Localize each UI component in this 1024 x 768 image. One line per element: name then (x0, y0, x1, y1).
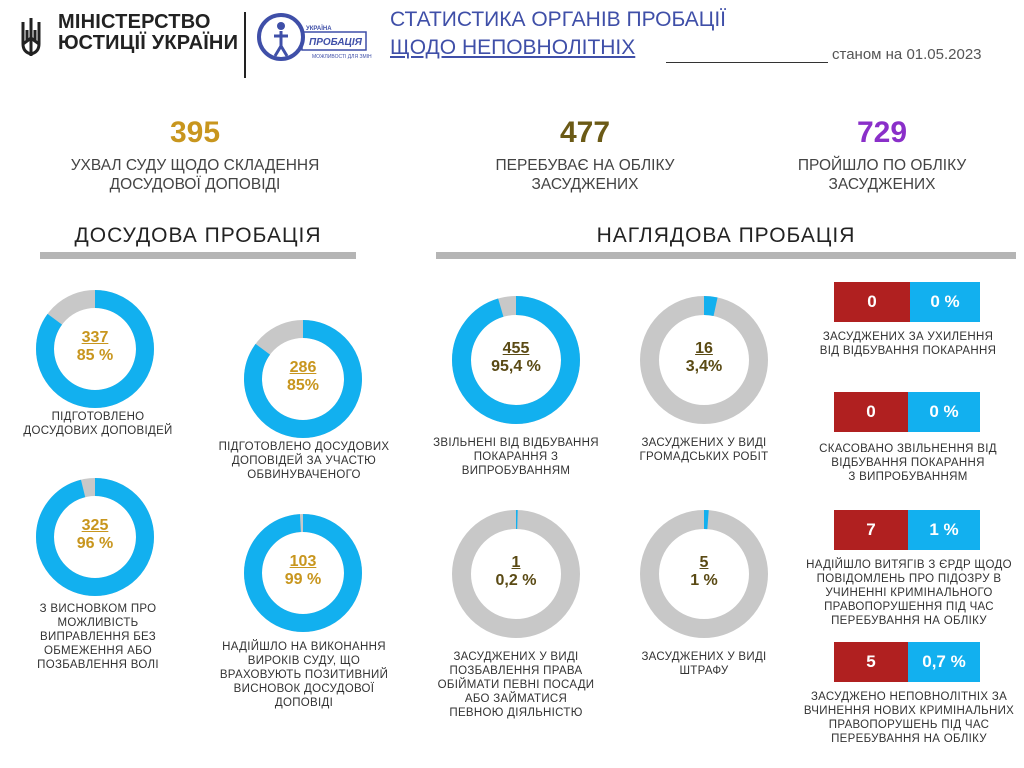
caption-line: ВІДБУВАННЯ ПОКАРАННЯ (831, 457, 985, 469)
donut-label (452, 340, 580, 376)
donut-percent: 3,4% (685, 358, 723, 375)
stat-caption-line: УХВАЛ СУДУ ЩОДО СКЛАДЕННЯ (70, 157, 320, 174)
donut-label (36, 329, 154, 365)
stat-value: 729 (856, 116, 908, 149)
donut-reports-with-accused (244, 320, 362, 438)
section-supervisory-bar (436, 252, 1016, 259)
caption-line: ПОКАРАННЯ З (473, 451, 559, 463)
caption-line: ВЧИНЕННЯ НОВИХ КРИМІНАЛЬНИХ (803, 705, 1015, 717)
donut-label (640, 340, 768, 376)
donut-label (452, 554, 580, 590)
donut-community-work (640, 296, 768, 424)
donut-count: 325 (81, 517, 109, 534)
caption-line: МОЖЛИВІСТЬ (57, 617, 139, 629)
caption-line: ДОСУДОВИХ ДОПОВІДЕЙ (23, 425, 173, 437)
block-caption (806, 442, 1010, 484)
caption-line: ЗАСУДЖЕНИХ У ВИДІ (641, 437, 767, 449)
donut-caption (620, 650, 788, 678)
logo-text-mid: ПРОБАЦІЯ (309, 37, 362, 48)
caption-line: ПОЗБАВЛЕННЯ ПРАВА (449, 665, 583, 677)
block-count: 0 (834, 392, 908, 432)
caption-line: ПРАВОПОРУШЕННЯ ПІД ЧАС (824, 601, 994, 613)
donut-sentences-received (244, 514, 362, 632)
block-caption (800, 558, 1018, 628)
donut-count: 1 (511, 554, 521, 571)
stat-caption-line: ЗАСУДЖЕНИХ (828, 176, 936, 193)
donut-caption (430, 436, 602, 478)
stat-caption-line: ПРОЙШЛО ПО ОБЛІКУ (797, 157, 967, 174)
section-supervisory: НАГЛЯДОВА ПРОБАЦІЯ (596, 224, 856, 247)
caption-line: ПІДГОТОВЛЕНО (51, 411, 145, 423)
donut-count: 286 (289, 359, 317, 376)
stat-caption (40, 156, 350, 194)
donut-caption (620, 436, 788, 464)
donut-released-probation (452, 296, 580, 424)
caption-line: ПОЗБАВЛЕННЯ ВОЛІ (37, 659, 159, 671)
title-line1: СТАТИСТИКА ОРГАНІВ ПРОБАЦІЇ (390, 8, 727, 31)
caption-line: ДОПОВІДЕЙ ЗА УЧАСТЮ (231, 455, 377, 467)
block-caption (800, 690, 1018, 746)
ministry-line1: МІНІСТЕРСТВО (58, 11, 211, 33)
stat-caption-line: ПЕРЕБУВАЄ НА ОБЛІКУ (495, 157, 675, 174)
ministry-name (58, 12, 238, 54)
block-caption (806, 330, 1010, 358)
caption-line: ЗАСУДЖЕНИХ У ВИДІ (641, 651, 767, 663)
caption-line: СКАСОВАНО ЗВІЛЬНЕННЯ ВІД (819, 443, 997, 455)
donut-count: 103 (289, 553, 317, 570)
stat-caption (440, 156, 730, 194)
donut-fine (640, 510, 768, 638)
caption-line: ПОВІДОМЛЕНЬ ПРО ПІДОЗРУ В (816, 573, 1002, 585)
donut-count: 455 (502, 340, 530, 357)
donut-percent: 96 % (76, 535, 114, 552)
caption-line: УЧИНЕННІ КРИМІНАЛЬНОГО (825, 587, 993, 599)
caption-line: ЗАСУДЖЕНИХ ЗА УХИЛЕННЯ (822, 331, 994, 343)
caption-line: НАДІЙШЛО НА ВИКОНАННЯ (222, 641, 386, 653)
caption-line: ВРАХОВУЮТЬ ПОЗИТИВНИЙ (219, 669, 389, 681)
caption-line: АБО ЗАЙМАТИСЯ (464, 693, 568, 705)
donut-percent: 0,2 % (495, 572, 537, 589)
caption-line: ПРАВОПОРУШЕНЬ ПІД ЧАС (828, 719, 990, 731)
donut-deprivation-right (452, 510, 580, 638)
block-percent: 0 % (908, 392, 980, 432)
caption-line: ШТРАФУ (679, 665, 729, 677)
donut-caption (206, 640, 402, 710)
donut-count: 16 (695, 340, 713, 357)
caption-line: З ВИПРОБУВАННЯМ (848, 471, 968, 483)
caption-line: ВИПРОБУВАННЯМ (461, 465, 571, 477)
caption-line: ВИРОКІВ СУДУ, ЩО (247, 655, 361, 667)
donut-percent: 95,4 % (491, 358, 541, 375)
caption-line: ПЕРЕБУВАННЯ НА ОБЛІКУ (831, 615, 987, 627)
caption-line: ОБВИНУВАЧЕНОГО (247, 469, 361, 481)
donut-label (244, 359, 362, 395)
caption-line: ВИПРАВЛЕННЯ БЕЗ (39, 631, 157, 643)
donut-count: 5 (699, 554, 709, 571)
caption-line: ПЕВНОЮ ДІЯЛЬНІСТЮ (449, 707, 583, 719)
stat-value: 395 (169, 116, 221, 149)
ministry-line2: ЮСТИЦІЇ УКРАЇНИ (58, 32, 239, 54)
donut-label (640, 554, 768, 590)
donut-percent: 99 % (284, 571, 322, 588)
donut-label (244, 553, 362, 589)
donut-conclusion-correction (36, 478, 154, 596)
caption-line: ВІД ВІДБУВАННЯ ПОКАРАННЯ (819, 345, 997, 357)
stat-caption (740, 156, 1024, 194)
title-line2: ЩОДО НЕПОВНОЛІТНІХ (390, 36, 636, 59)
logo-text-bottom: МОЖЛИВОСТІ ДЛЯ ЗМІН (312, 54, 372, 60)
caption-line: ЗАСУДЖЕНО НЕПОВНОЛІТНІХ ЗА (810, 691, 1008, 703)
logo-text-top: УКРАЇНА (306, 26, 332, 32)
block-percent: 1 % (908, 510, 980, 550)
caption-line: ЗАСУДЖЕНИХ У ВИДІ (453, 651, 579, 663)
donut-percent: 1 % (690, 572, 718, 589)
title-underline (666, 62, 828, 63)
section-pretrial: ДОСУДОВА ПРОБАЦІЯ (74, 224, 322, 247)
caption-line: ДОПОВІДІ (274, 697, 334, 709)
block-count: 5 (834, 642, 908, 682)
donut-percent: 85% (286, 377, 320, 394)
caption-line: З ВИСНОВКОМ ПРО (39, 603, 157, 615)
caption-line: ОБІЙМАТИ ПЕВНІ ПОСАДИ (437, 679, 595, 691)
caption-line: ВИСНОВОК ДОСУДОВОЇ (233, 683, 375, 695)
caption-line: ОБМЕЖЕННЯ АБО (43, 645, 153, 657)
probation-logo-icon (254, 10, 374, 64)
stat-caption-line: ЗАСУДЖЕНИХ (531, 176, 639, 193)
donut-prepared-reports (36, 290, 154, 408)
trident-icon (18, 16, 44, 60)
as-of-date: станом на 01.05.2023 (832, 46, 982, 63)
donut-caption (8, 410, 188, 438)
caption-line: ЗВІЛЬНЕНІ ВІД ВІДБУВАННЯ (433, 437, 599, 449)
block-percent: 0,7 % (908, 642, 980, 682)
donut-count: 337 (81, 329, 109, 346)
block-count: 0 (834, 282, 910, 322)
header-divider (244, 12, 246, 78)
stat-rulings (40, 116, 350, 194)
donut-label (36, 517, 154, 553)
stat-registered (440, 116, 730, 194)
donut-caption (206, 440, 402, 482)
block-percent: 0 % (910, 282, 980, 322)
donut-percent: 85 % (76, 347, 114, 364)
stat-caption-line: ДОСУДОВОЇ ДОПОВІДІ (109, 176, 281, 193)
donut-caption (430, 650, 602, 720)
section-pretrial-bar (40, 252, 356, 259)
caption-line: ПЕРЕБУВАННЯ НА ОБЛІКУ (831, 733, 987, 745)
block-count: 7 (834, 510, 908, 550)
caption-line: ГРОМАДСЬКИХ РОБІТ (639, 451, 769, 463)
caption-line: НАДІЙШЛО ВИТЯГІВ З ЄРДР ЩОДО (806, 559, 1012, 571)
stat-passed (740, 116, 1024, 194)
page-title (390, 6, 726, 62)
donut-caption (8, 602, 188, 672)
caption-line: ПІДГОТОВЛЕНО ДОСУДОВИХ (218, 441, 390, 453)
stat-value: 477 (559, 116, 611, 149)
